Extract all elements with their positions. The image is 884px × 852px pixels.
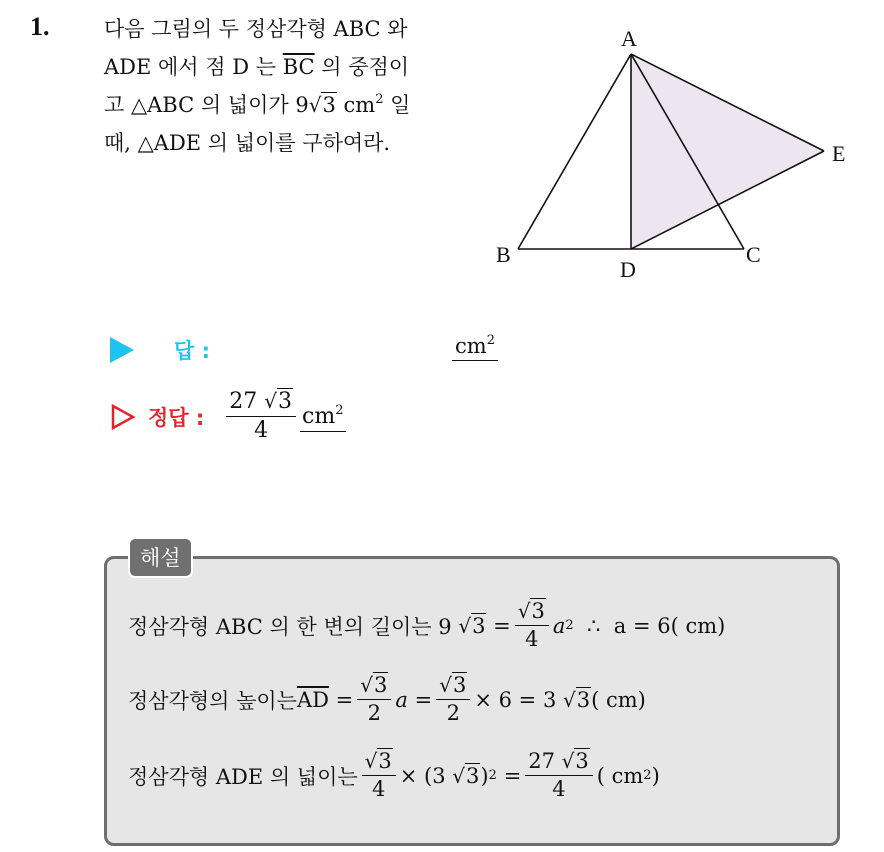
edge-ab (518, 54, 631, 249)
label-a: A (621, 26, 637, 51)
correct-answer-unit: $cm^2$ (300, 404, 345, 432)
question-line-3: 고 △ABC 의 넓이가 9√3 $cm^2$ 일 (104, 92, 411, 117)
answer-row (110, 335, 210, 365)
solution-line-2: 정삼각형의 높이는 $\overline{AD}$ = $\frac{√3}{2}$ a = $\frac{√3}{2}$ × 6 = 3 √3 ( cm) (128, 673, 646, 726)
solution-line-1: 정삼각형 ABC 의 한 변의 길이는 9 √3 = $\frac{√3}{4}$ a 2 ∴ a = 6( cm) (128, 599, 726, 652)
question-number: 1. (30, 12, 50, 41)
question-line-2: ADE 에서 점 D 는 $\overline{BC}$ 의 중점이 (104, 55, 410, 79)
label-d: D (620, 257, 636, 282)
correct-answer-row (110, 390, 346, 443)
answer-label: 답 : (174, 339, 210, 363)
answer-blank[interactable]: $cm^2$ (452, 334, 498, 361)
correct-answer-label: 정답 : (148, 405, 205, 430)
triangle-figure (480, 20, 860, 290)
solution-tab: 해설 (128, 537, 193, 578)
label-b: B (496, 242, 511, 267)
label-c: C (746, 242, 761, 267)
question-line-4: 때, △ADE 의 넓이를 구하여라. (104, 131, 391, 155)
play-filled-icon (110, 337, 134, 363)
solution-line-3: 정삼각형 ADE 의 넓이는 $\frac{√3}{4}$ × (3 √3 ) 2 = $\frac{27 √3}{4}$ ( cm 2 ) (128, 749, 660, 802)
sqrt: √3 (308, 93, 336, 117)
play-outline-icon (110, 403, 136, 431)
question-line-1: 다음 그림의 두 정삼각형 ABC 와 (104, 17, 408, 41)
label-e: E (832, 141, 846, 166)
correct-answer-fraction: $\frac{27 √3}{4}$ (226, 390, 296, 443)
segment-bc: $\overline{BC}$ (282, 55, 315, 79)
question-text (104, 10, 474, 162)
